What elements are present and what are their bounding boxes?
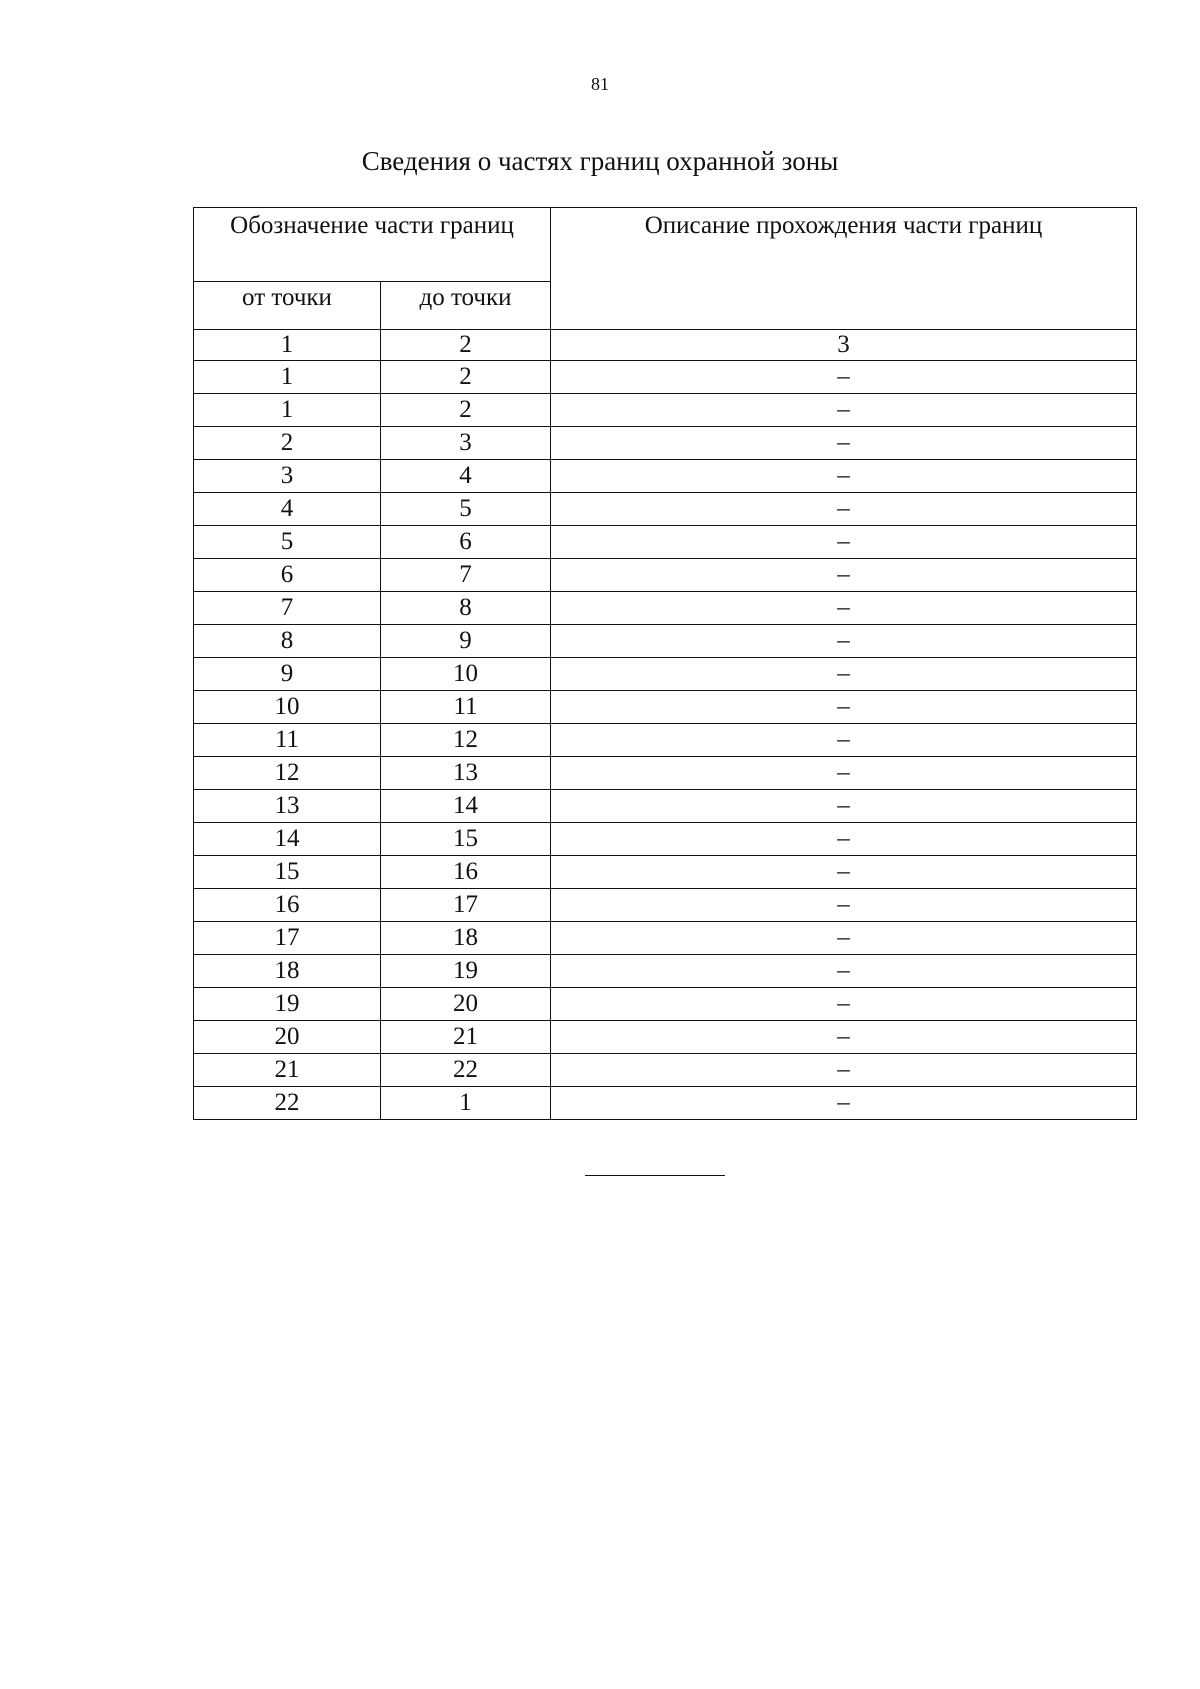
cell-to-point: 11 bbox=[381, 691, 551, 724]
table-header-row bbox=[194, 208, 1137, 282]
cell-from-point: 11 bbox=[194, 724, 381, 757]
cell-to-point: 4 bbox=[381, 460, 551, 493]
table-row bbox=[194, 1054, 1137, 1087]
cell-description: – bbox=[551, 625, 1137, 658]
cell-to-point: 17 bbox=[381, 889, 551, 922]
table-row bbox=[194, 889, 1137, 922]
column-number-3: 3 bbox=[551, 330, 1137, 361]
cell-description: – bbox=[551, 460, 1137, 493]
page-number: 81 bbox=[591, 74, 609, 94]
cell-to-point: 19 bbox=[381, 955, 551, 988]
cell-to-point: 20 bbox=[381, 988, 551, 1021]
header-from-point: от точки bbox=[194, 282, 381, 330]
cell-to-point: 2 bbox=[381, 361, 551, 394]
cell-to-point: 21 bbox=[381, 1021, 551, 1054]
cell-description: – bbox=[551, 1054, 1137, 1087]
table-row bbox=[194, 394, 1137, 427]
cell-to-point: 18 bbox=[381, 922, 551, 955]
column-number-2: 2 bbox=[381, 330, 551, 361]
cell-description: – bbox=[551, 955, 1137, 988]
cell-from-point: 14 bbox=[194, 823, 381, 856]
cell-from-point: 7 bbox=[194, 592, 381, 625]
cell-from-point: 4 bbox=[194, 493, 381, 526]
cell-description: – bbox=[551, 493, 1137, 526]
table-row bbox=[194, 856, 1137, 889]
cell-from-point: 21 bbox=[194, 1054, 381, 1087]
cell-description: – bbox=[551, 658, 1137, 691]
table-row bbox=[194, 559, 1137, 592]
cell-from-point: 15 bbox=[194, 856, 381, 889]
table-row bbox=[194, 592, 1137, 625]
cell-from-point: 2 bbox=[194, 427, 381, 460]
cell-to-point: 8 bbox=[381, 592, 551, 625]
cell-description: – bbox=[551, 856, 1137, 889]
cell-from-point: 8 bbox=[194, 625, 381, 658]
cell-from-point: 9 bbox=[194, 658, 381, 691]
cell-description: – bbox=[551, 724, 1137, 757]
table-row bbox=[194, 526, 1137, 559]
document-title: Сведения о частях границ охранной зоны bbox=[361, 146, 839, 176]
cell-from-point: 18 bbox=[194, 955, 381, 988]
cell-to-point: 5 bbox=[381, 493, 551, 526]
table-row bbox=[194, 1021, 1137, 1054]
table-row bbox=[194, 823, 1137, 856]
header-to-point: до точки bbox=[381, 282, 551, 330]
cell-from-point: 16 bbox=[194, 889, 381, 922]
cell-to-point: 6 bbox=[381, 526, 551, 559]
cell-to-point: 3 bbox=[381, 427, 551, 460]
cell-description: – bbox=[551, 1087, 1137, 1120]
cell-to-point: 15 bbox=[381, 823, 551, 856]
cell-from-point: 13 bbox=[194, 790, 381, 823]
cell-from-point: 10 bbox=[194, 691, 381, 724]
cell-to-point: 22 bbox=[381, 1054, 551, 1087]
cell-from-point: 17 bbox=[194, 922, 381, 955]
cell-from-point: 1 bbox=[194, 361, 381, 394]
boundary-parts-table bbox=[193, 207, 1137, 1120]
cell-description: – bbox=[551, 361, 1137, 394]
cell-to-point: 14 bbox=[381, 790, 551, 823]
cell-to-point: 9 bbox=[381, 625, 551, 658]
table-row bbox=[194, 988, 1137, 1021]
table-row bbox=[194, 460, 1137, 493]
table-row bbox=[194, 724, 1137, 757]
table-row bbox=[194, 427, 1137, 460]
cell-to-point: 16 bbox=[381, 856, 551, 889]
table-row bbox=[194, 790, 1137, 823]
table-row bbox=[194, 625, 1137, 658]
cell-from-point: 20 bbox=[194, 1021, 381, 1054]
table-body bbox=[194, 330, 1137, 1120]
cell-description: – bbox=[551, 394, 1137, 427]
cell-to-point: 7 bbox=[381, 559, 551, 592]
table-row bbox=[194, 361, 1137, 394]
cell-description: – bbox=[551, 559, 1137, 592]
cell-to-point: 13 bbox=[381, 757, 551, 790]
table-row bbox=[194, 658, 1137, 691]
header-boundary-designation: Обозначение части границ bbox=[194, 208, 551, 282]
cell-from-point: 6 bbox=[194, 559, 381, 592]
table-row bbox=[194, 757, 1137, 790]
cell-description: – bbox=[551, 922, 1137, 955]
cell-description: – bbox=[551, 988, 1137, 1021]
table-row bbox=[194, 691, 1137, 724]
cell-description: – bbox=[551, 592, 1137, 625]
cell-description: – bbox=[551, 526, 1137, 559]
cell-to-point: 12 bbox=[381, 724, 551, 757]
end-of-document-line bbox=[585, 1175, 725, 1176]
cell-description: – bbox=[551, 889, 1137, 922]
table-row bbox=[194, 1087, 1137, 1120]
cell-to-point: 10 bbox=[381, 658, 551, 691]
table-row bbox=[194, 922, 1137, 955]
column-number-row bbox=[194, 330, 1137, 361]
cell-to-point: 2 bbox=[381, 394, 551, 427]
cell-description: – bbox=[551, 427, 1137, 460]
cell-from-point: 22 bbox=[194, 1087, 381, 1120]
cell-from-point: 12 bbox=[194, 757, 381, 790]
cell-description: – bbox=[551, 1021, 1137, 1054]
table-row bbox=[194, 955, 1137, 988]
cell-description: – bbox=[551, 757, 1137, 790]
cell-description: – bbox=[551, 823, 1137, 856]
column-number-1: 1 bbox=[194, 330, 381, 361]
cell-description: – bbox=[551, 790, 1137, 823]
cell-from-point: 3 bbox=[194, 460, 381, 493]
cell-description: – bbox=[551, 691, 1137, 724]
cell-from-point: 19 bbox=[194, 988, 381, 1021]
header-boundary-description: Описание прохождения части границ bbox=[551, 208, 1137, 330]
table-row bbox=[194, 493, 1137, 526]
cell-from-point: 1 bbox=[194, 394, 381, 427]
cell-to-point: 1 bbox=[381, 1087, 551, 1120]
cell-from-point: 5 bbox=[194, 526, 381, 559]
